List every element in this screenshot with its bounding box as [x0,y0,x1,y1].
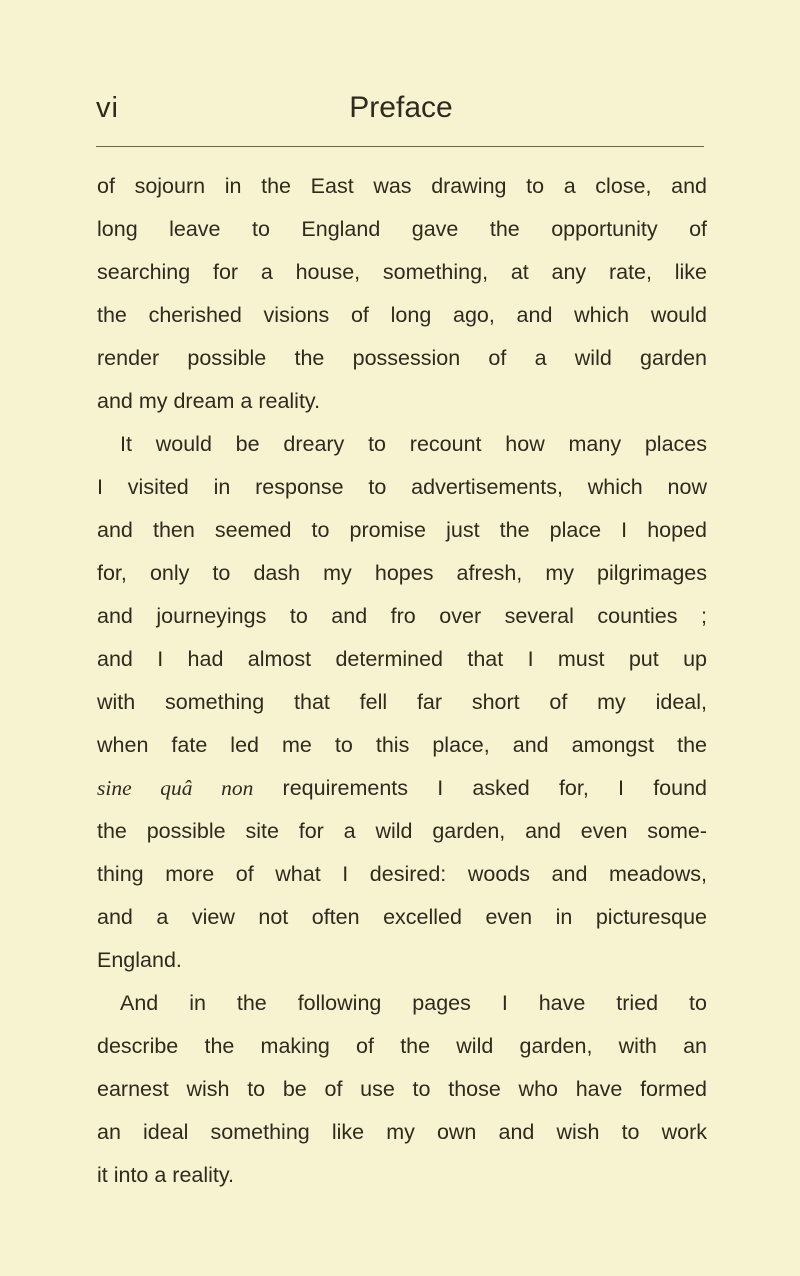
text-line: and then seemed to promise just the place I hoped [97,518,707,542]
text-line: long leave to England gave the opportunity of [97,217,707,241]
text-line-rest: requirements I asked for, I found [253,776,708,800]
text-line: render possible the possession of a wild garden [97,346,707,370]
text-line: searching for a house, something, at any rate, like [97,260,707,284]
text-line: an ideal something like my own and wish to work [97,1120,707,1144]
text-line: and my dream a reality. [97,389,321,413]
running-head [96,88,706,136]
text-line: and journeyings to and fro over several counties ; [97,604,707,628]
text-line: the cherished visions of long ago, and which would [97,303,707,327]
text-line: of sojourn in the East was drawing to a close, and [97,174,707,198]
text-line: when fate led me to this place, and amongst the [97,733,707,757]
text-line: the possible site for a wild garden, and even some- [97,819,707,843]
text-line: It would be dreary to recount how many places [120,432,707,456]
header-rule [96,146,704,147]
text-line: I visited in response to advertisements, which now [97,475,707,499]
text-line: it into a reality. [97,1163,235,1187]
text-line: thing more of what I desired: woods and meadows, [97,862,707,886]
text-line: describe the making of the wild garden, with an [97,1034,707,1058]
text-line: with something that fell far short of my ideal, [97,690,707,714]
body-text [97,165,707,1197]
text-line [97,767,707,810]
text-line: earnest wish to be of use to those who have formed [97,1077,707,1101]
text-line: and a view not often excelled even in picturesque [97,905,707,929]
text-line: and I had almost determined that I must put up [97,647,707,671]
text-line: for, only to dash my hopes afresh, my pilgrimages [97,561,707,585]
text-line: England. [97,948,182,972]
italic-phrase: sine quâ non [97,776,254,800]
text-line: And in the following pages I have tried to [120,991,707,1015]
page-number: vi [96,92,119,124]
running-title: Preface [349,91,453,124]
